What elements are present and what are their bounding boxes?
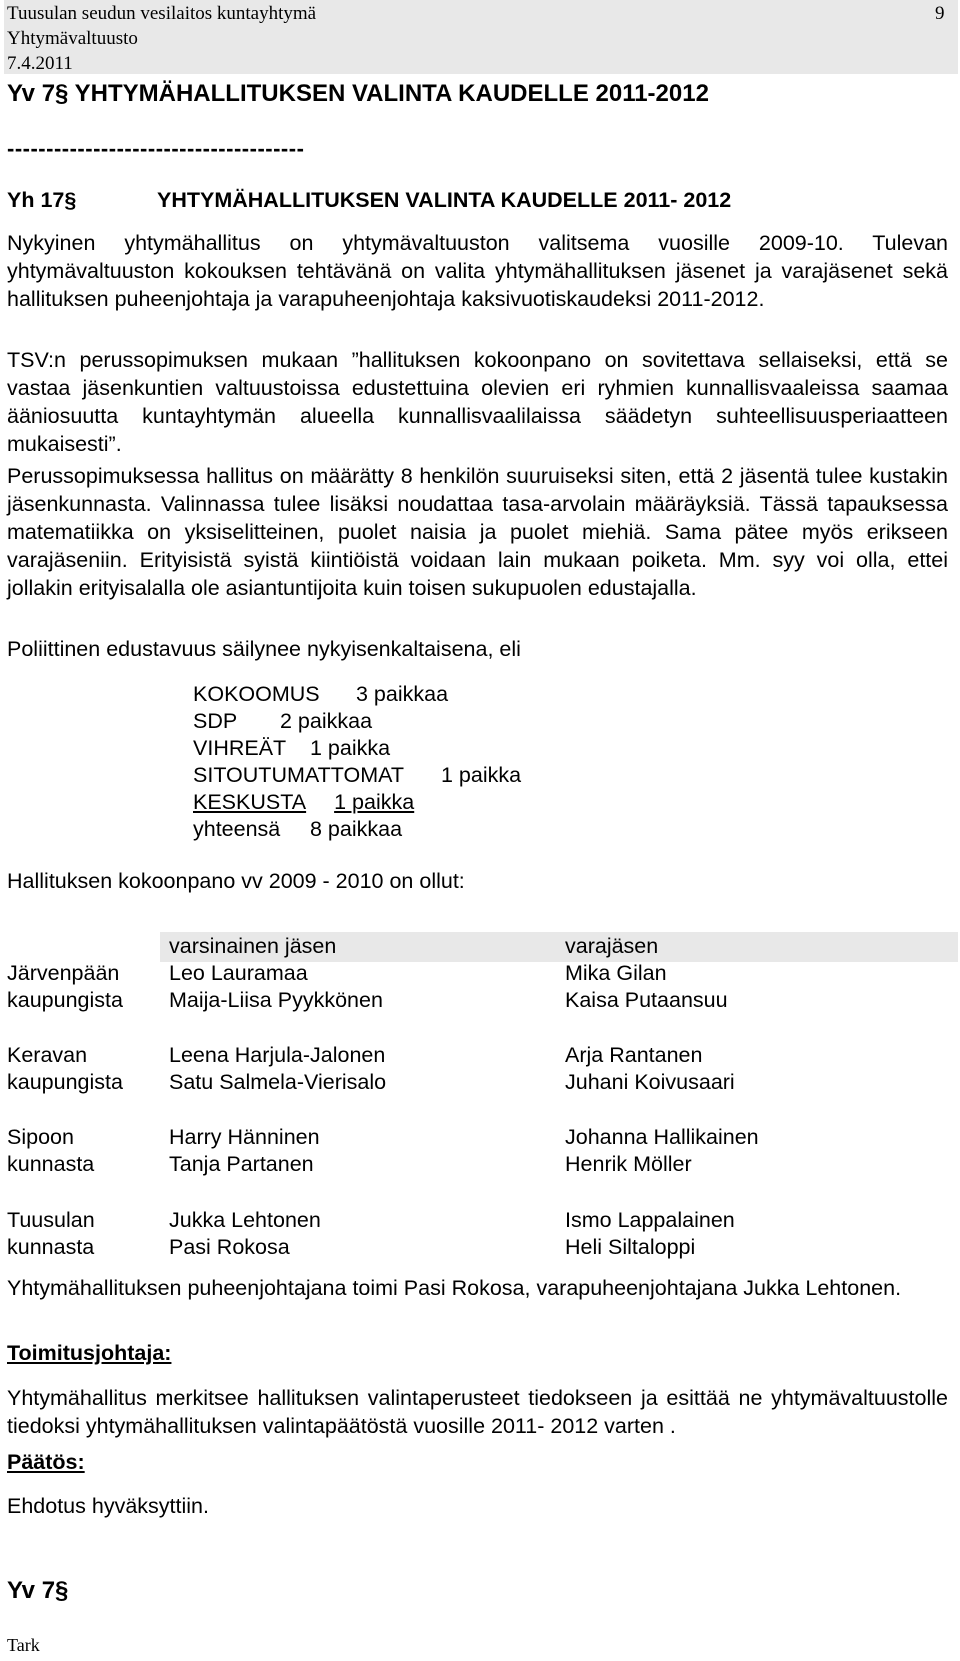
paragraph-chair — [7, 1274, 948, 1302]
paragraph-text: Perussopimuksessa hallitus on määrätty 8 henkilön suuruiseksi siten, että 2 jäsentä tulee kustakin jäsenkunnasta. Valinnassa tulee lisäksi noudattaa tasa-arvolain määräyksiä. Tässä tapauksessa matematiikka on yksiselitteinen, puolet naisia ja puolet miehiä. Sama pätee myös erikseen varajäseniin. Erityisistä syistä kiintiöistä voidaan lain mukaan poiketa. Mm. syy voi olla, ettei jollakin erityisalalla ole asiantuntijoita kuin toisen sukupuolen edustajalla. — [7, 464, 948, 600]
table-member: Jukka Lehtonen — [169, 1208, 321, 1232]
seat-row-underlined — [193, 790, 433, 815]
section-title: Yv 7§ YHTYMÄHALLITUKSEN VALINTA KAUDELLE 2011-2012 — [7, 80, 709, 107]
paragraph-current-board — [7, 229, 948, 313]
seat-count: 3 paikkaa — [356, 682, 449, 706]
seat-party: SDP — [193, 709, 238, 733]
table-municipality: Järvenpään — [7, 961, 120, 985]
table-municipality: Tuusulan — [7, 1208, 95, 1232]
table-member: Satu Salmela-Vierisalo — [169, 1070, 387, 1094]
composition-intro: Hallituksen kokoonpano vv 2009 - 2010 on ollut: — [7, 869, 465, 893]
ceo-heading: Toimitusjohtaja: — [7, 1341, 172, 1365]
page-number: 9 — [935, 3, 945, 24]
paragraph-text: Yhtymähallituksen puheenjohtajana toimi Pasi Rokosa, varapuheenjohtajana Jukka Lehtonen. — [7, 1276, 902, 1300]
table-deputy: Ismo Lappalainen — [565, 1208, 735, 1232]
table-municipality: kaupungista — [7, 988, 123, 1012]
seat-count: 1 paikka — [441, 763, 522, 787]
seat-party: KESKUSTA — [193, 790, 307, 814]
footer-initials: Tark — [7, 1635, 40, 1655]
table-deputy: Johanna Hallikainen — [565, 1125, 759, 1149]
table-member: Leo Lauramaa — [169, 961, 308, 985]
table-deputy: Arja Rantanen — [565, 1043, 703, 1067]
paragraph-text: Nykyinen yhtymähallitus on yhtymävaltuuston valitsema vuosille 2009-10. Tulevan yhtymävaltuuston kokouksen tehtävänä on valita yhtymähallituksen jäsenet ja varajäsenet sekä hallituksen puheenjohtaja ja varapuheenjohtaja kaksivuotiskaudeksi 2011-2012. — [7, 231, 948, 311]
table-member: Tanja Partanen — [169, 1152, 314, 1176]
table-member: Leena Harjula-Jalonen — [169, 1043, 386, 1067]
header-body: Yhtymävaltuusto — [7, 28, 138, 49]
paragraph-text: Yhtymähallitus merkitsee hallituksen valintaperusteet tiedokseen ja esittää ne yhtymävaltuustolle tiedoksi yhtymähallituksen valintapäätöstä vuosille 2011- 2012 varten . — [7, 1386, 948, 1438]
table-deputy: Heli Siltaloppi — [565, 1235, 696, 1259]
header-date: 7.4.2011 — [7, 53, 73, 74]
table-municipality: Keravan — [7, 1043, 88, 1067]
table-member: Maija-Liisa Pyykkönen — [169, 988, 383, 1012]
header-organization: Tuusulan seudun vesilaitos kuntayhtymä — [7, 3, 317, 24]
decision-heading: Päätös: — [7, 1450, 85, 1474]
seat-party: SITOUTUMATTOMAT — [193, 763, 405, 787]
item-title: YHTYMÄHALLITUKSEN VALINTA KAUDELLE 2011- 2012 — [157, 188, 732, 212]
paragraph-text: TSV:n perussopimuksen mukaan ”hallituksen kokoonpano on sovitettava sellaiseksi, että se vastaa jäsenkuntien valtuustoissa edustettuina olevien eri ryhmien kunnallisvaaleissa saamaa ääniosuutta kuntayhtymän alueella kunnallisvaalilaissa säädetyn suhteellisuusperiaatteen mukaisesti”. — [7, 348, 948, 456]
table-member: Pasi Rokosa — [169, 1235, 290, 1259]
seat-party: KOKOOMUS — [193, 682, 320, 706]
seat-party: yhteensä — [193, 817, 281, 841]
item-number: Yh 17§ — [7, 188, 77, 212]
paragraph-equality — [7, 462, 948, 602]
paragraph-ceo-proposal — [7, 1384, 948, 1440]
table-member: Harry Hänninen — [169, 1125, 320, 1149]
table-deputy: Kaisa Putaansuu — [565, 988, 728, 1012]
decision-text: Ehdotus hyväksyttiin. — [7, 1494, 209, 1518]
table-municipality: kaupungista — [7, 1070, 123, 1094]
paragraph-text: Poliittinen edustavuus säilynee nykyisenkaltaisena, eli — [7, 637, 521, 661]
seat-count: 1 paikka — [310, 736, 391, 760]
seat-count: 2 paikkaa — [280, 709, 373, 733]
table-municipality: kunnasta — [7, 1235, 95, 1259]
footer-section: Yv 7§ — [7, 1577, 69, 1604]
table-header-member: varsinainen jäsen — [169, 934, 337, 958]
separator-line: -------------------------------------- — [7, 136, 305, 161]
seat-count: 8 paikkaa — [310, 817, 403, 841]
paragraph-representation — [7, 635, 948, 663]
table-deputy: Henrik Möller — [565, 1152, 692, 1176]
table-municipality: Sipoon — [7, 1125, 74, 1149]
paragraph-agreement — [7, 346, 948, 458]
seat-count: 1 paikka — [334, 790, 415, 814]
table-deputy: Mika Gilan — [565, 961, 667, 985]
table-header-deputy: varajäsen — [565, 934, 659, 958]
seat-party: VIHREÄT — [193, 736, 287, 760]
table-municipality: kunnasta — [7, 1152, 95, 1176]
table-deputy: Juhani Koivusaari — [565, 1070, 735, 1094]
